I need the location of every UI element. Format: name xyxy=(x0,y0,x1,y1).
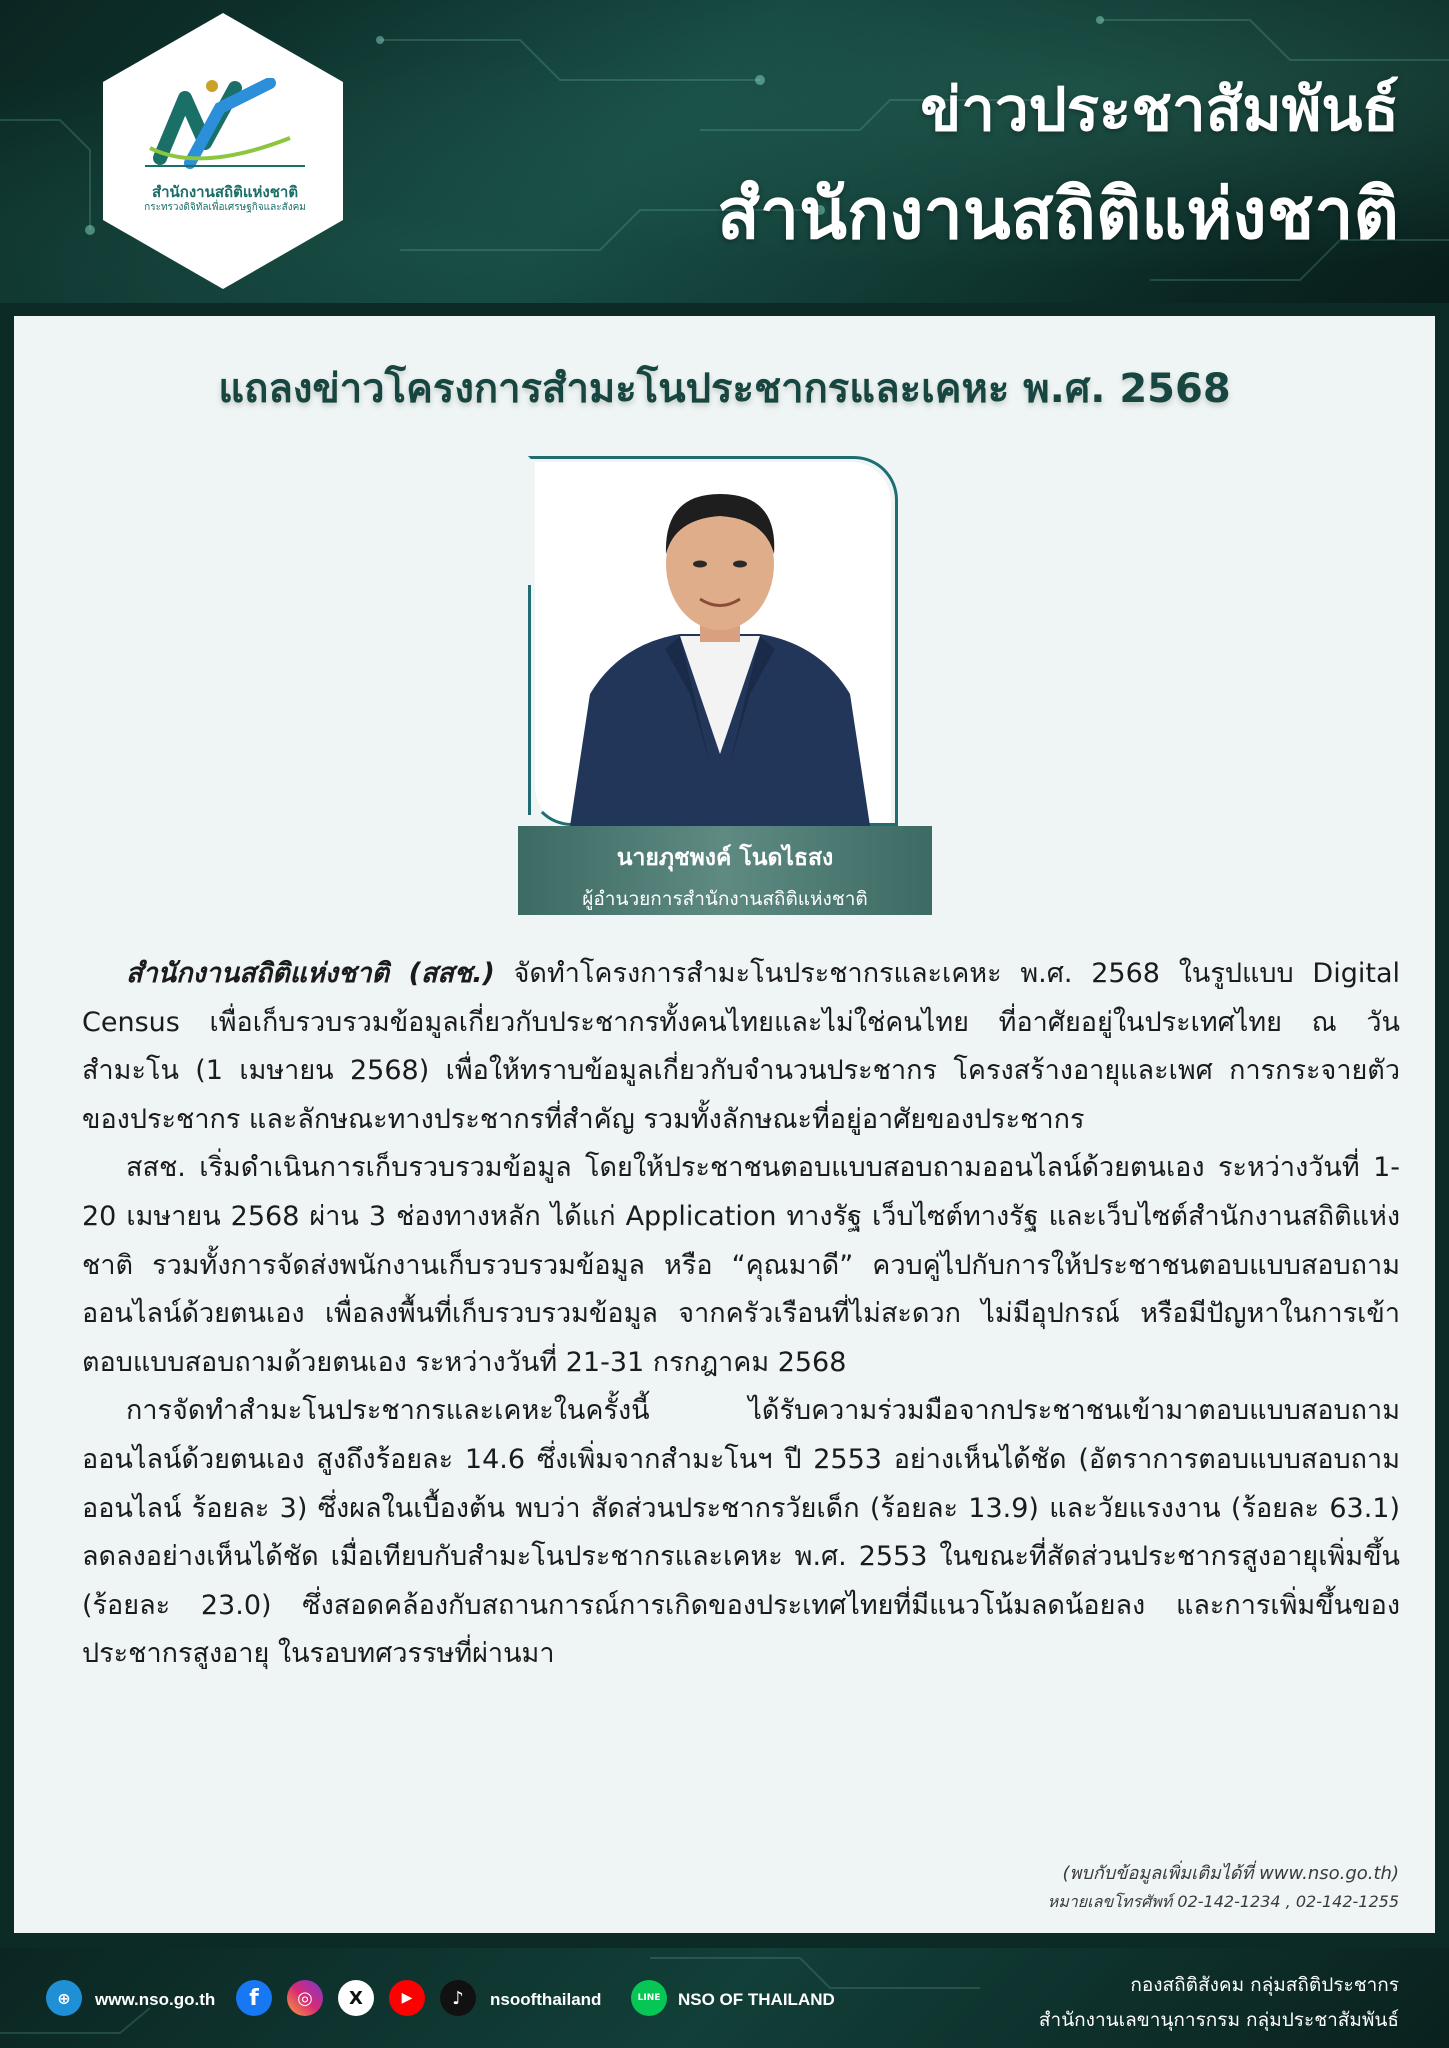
page-title: แถลงข่าวโครงการสำมะโนประชากรและเคหะ พ.ศ. 2568 xyxy=(218,366,1231,412)
youtube-icon[interactable]: ▶ xyxy=(389,1980,425,2016)
lead-org-name: สำนักงานสถิติแห่งชาติ (สสช.) xyxy=(126,958,495,989)
tiktok-icon[interactable]: ♪ xyxy=(440,1980,476,2016)
article-body xyxy=(82,950,1400,1679)
logo-ministry: กระทรวงดิจิทัลเพื่อเศรษฐกิจและสังคม xyxy=(144,202,306,213)
footer-social-handle[interactable]: nsoofthailand xyxy=(490,1990,602,2009)
footer-line-name[interactable]: NSO OF THAILAND xyxy=(678,1990,835,2009)
more-info-link-text: (พบกับข้อมูลเพิ่มเติมได้ที่ www.nso.go.th) xyxy=(1062,1863,1399,1884)
portrait-photo xyxy=(560,464,880,826)
logo-name: สำนักงานสถิติแห่งชาติ xyxy=(151,184,299,201)
instagram-icon[interactable]: ◎ xyxy=(287,1980,323,2016)
portrait-role: ผู้อำนวยการสำนักงานสถิติแห่งชาติ xyxy=(582,888,868,910)
facebook-icon[interactable]: f xyxy=(236,1980,272,2016)
nso-logo-icon xyxy=(140,78,310,178)
x-icon[interactable]: X xyxy=(338,1980,374,2016)
portrait-caption xyxy=(518,826,932,915)
globe-icon[interactable]: ⊕ xyxy=(46,1980,82,2016)
header-title-line2: สำนักงานสถิติแห่งชาติ xyxy=(717,173,1399,255)
paragraph-1 xyxy=(82,950,1400,1144)
footer-dept-line2: สำนักงานเลขานุการกรม กลุ่มประชาสัมพันธ์ xyxy=(1038,2009,1399,2031)
phone-numbers: หมายเลขโทรศัพท์ 02-142-1234 , 02-142-1255 xyxy=(1047,1892,1399,1911)
photo-frame-accent xyxy=(528,585,531,815)
line-icon[interactable]: LINE xyxy=(631,1980,667,2016)
paragraph-1-text: จัดทำโครงการสำมะโนประชากรและเคหะ พ.ศ. 2568 ในรูปแบบ Digital Census เพื่อเก็บรวบรวมข้อมูลเกี่ยวกับประชากรทั้งคนไทยและไม่ใช่คนไทย ที่อาศัยอยู่ในประเทศไทย ณ วันสำมะโน (1 เมษายน 2568) เพื่อให้ทราบข้อมูลเกี่ยวกับจำนวนประชากร โครงสร้างอายุและเพศ การกระจายตัวของประชากร และลักษณะทางประชากรที่สำคัญ รวมทั้งลักษณะที่อยู่อาศัยของประชากร xyxy=(82,958,1400,1135)
header-title-line1: ข่าวประชาสัมพันธ์ xyxy=(920,75,1399,145)
header-banner xyxy=(0,0,1449,303)
footer-dept-line1: กองสถิติสังคม กลุ่มสถิติประชากร xyxy=(1130,1974,1399,1996)
paragraph-2: สสช. เริ่มดำเนินการเก็บรวบรวมข้อมูล โดยให้ประชาชนตอบแบบสอบถามออนไลน์ด้วยตนเอง ระหว่างวันที่ 1-20 เมษายน 2568 ผ่าน 3 ช่องทางหลัก ได้แก่ Application ทางรัฐ เว็บไซต์ทางรัฐ และเว็บไซต์สำนักงานสถิติแห่งชาติ รวมทั้งการจัดส่งพนักงานเก็บรวบรวมข้อมูล หรือ “คุณมาดี” ควบคู่ไปกับการให้ประชาชนตอบแบบสอบถามออนไลน์ด้วยตนเอง เพื่อลงพื้นที่เก็บรวบรวมข้อมูล จากครัวเรือนที่ไม่สะดวก ไม่มีอุปกรณ์ หรือมีปัญหาในการเข้าตอบแบบสอบถามด้วยตนเอง ระหว่างวันที่ 21-31 กรกฎาคม 2568 xyxy=(82,1152,1400,1378)
paragraph-3: การจัดทำสำมะโนประชากรและเคหะในครั้งนี้ ได้รับความร่วมมือจากประชาชนเข้ามาตอบแบบสอบถามออนไลน์ด้วยตนเอง สูงถึงร้อยละ 14.6 ซึ่งเพิ่มจากสำมะโนฯ ปี 2553 อย่างเห็นได้ชัด (อัตราการตอบแบบสอบถามออนไลน์ ร้อยละ 3) ซึ่งผลในเบื้องต้น พบว่า สัดส่วนประชากรวัยเด็ก (ร้อยละ 13.9) และวัยแรงงาน (ร้อยละ 63.1) ลดลงอย่างเห็นได้ชัด เมื่อเทียบกับสำมะโนประชากรและเคหะ พ.ศ. 2553 ในขณะที่สัดส่วนประชากรสูงอายุเพิ่มขึ้น (ร้อยละ 23.0) ซึ่งสอดคล้องกับสถานการณ์การเกิดของประเทศไทยที่มีแนวโน้มลดน้อยลง และการเพิ่มขึ้นของประชากรสูงอายุ ในรอบทศวรรษที่ผ่านมา xyxy=(82,1395,1400,1670)
footer-website[interactable]: www.nso.go.th xyxy=(95,1990,216,2009)
portrait-name: นายภุชพงค์ โนดไธสง xyxy=(616,845,834,871)
